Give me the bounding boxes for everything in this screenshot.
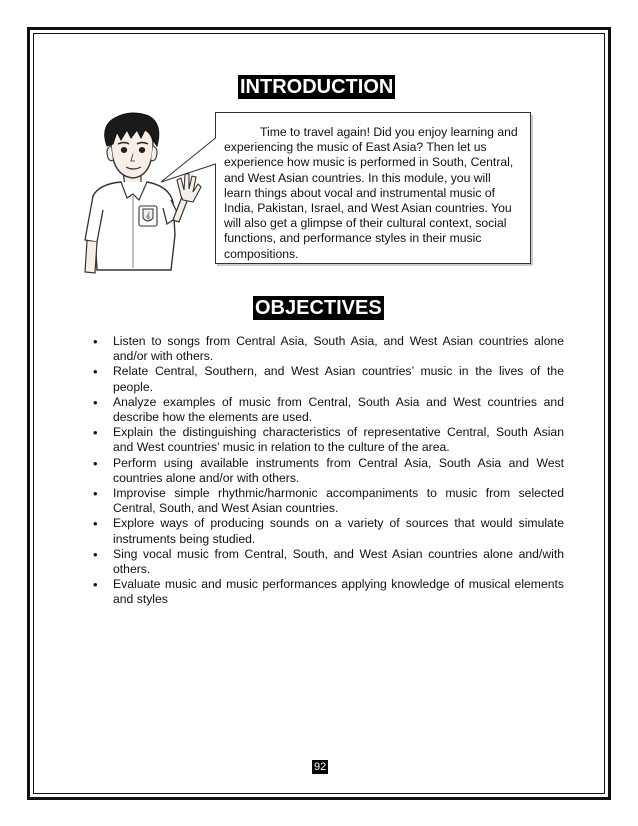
page-number: 92 <box>314 761 327 773</box>
list-item: • Listen to songs from Central Asia, South Asia, and West Asian countries alone and/or with others. <box>92 334 564 364</box>
list-item: • Explain the distinguishing characteristics of representative Central, South Asian and West countries’ music in relation to the culture of the area. <box>92 425 564 455</box>
svg-text:𝄞: 𝄞 <box>145 212 151 221</box>
list-item: • Analyze examples of music from Central, South Asia and West countries and describe how the elements are used. <box>92 395 564 425</box>
list-item: • Explore ways of producing sounds on a variety of sources that would simulate instruments being studied. <box>92 516 564 546</box>
objectives-list <box>92 334 564 608</box>
list-item: • Relate Central, Southern, and West Asian countries’ music in the lives of the people. <box>92 364 564 394</box>
introduction-text: Time to travel again! Did you enjoy learning and experiencing the music of East Asia? Then let us experience how music is performed in South, Central, and West Asian countries. In this module, you will learn things about vocal and instrumental music of India, Pakistan, Israel, and West Asian countries. You will also get a glimpse of their cultural context, social functions, and performance styles in their music compositions. <box>224 125 518 261</box>
introduction-heading: INTRODUCTION <box>240 76 394 98</box>
list-item: • Sing vocal music from Central, South, and West Asian countries alone and/with others. <box>92 547 564 577</box>
list-item: • Evaluate music and music performances applying knowledge of musical elements and styles <box>92 577 564 607</box>
objectives-heading: OBJECTIVES <box>255 297 382 319</box>
list-item: • Perform using available instruments from Central Asia, South Asia and West countries alone and/or with others. <box>92 456 564 486</box>
list-item: • Improvise simple rhythmic/harmonic accompaniments to music from selected Central, South, and West Asian countries. <box>92 486 564 516</box>
